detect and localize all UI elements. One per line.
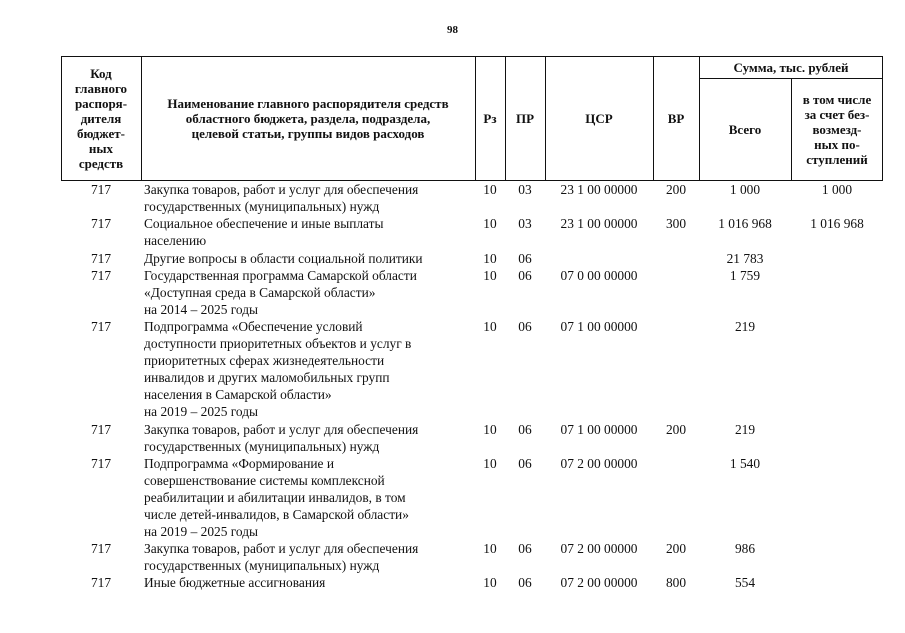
header-vr: ВР [667,110,685,126]
row-name [144,267,474,318]
row-code: 717 [90,456,112,471]
row-name-line: Закупка товаров, работ и услуг для обеспечения [144,541,419,556]
row-name-line: Закупка товаров, работ и услуг для обеспечения [144,422,419,437]
row-code: 717 [90,422,112,437]
table-header [61,56,883,180]
header-name-line: областного бюджета, раздела, подраздела, [185,110,431,126]
row-name [144,250,474,267]
row-vr: 200 [665,541,687,556]
row-total: 1 000 [729,182,761,197]
header-code-line: главного [74,80,128,96]
row-name-line: Другие вопросы в области социальной политики [144,251,423,266]
row-code: 717 [90,268,112,283]
row-pr: 06 [518,541,532,556]
row-name-line: на 2019 – 2025 годы [144,404,259,419]
header-free [791,78,883,180]
row-total: 1 540 [729,456,761,471]
header-pr: ПР [515,110,535,126]
row-rz: 10 [483,182,497,197]
header-free-line: возмезд- [812,121,862,137]
header-code-line: распоря- [74,95,128,111]
row-csr: 07 1 00 00000 [560,422,638,437]
row-total: 219 [734,422,756,437]
header-code-line: Код [90,65,112,81]
row-free: 1 000 [821,182,853,197]
row-name [144,318,474,420]
row-vr: 800 [665,575,687,590]
row-code: 717 [90,251,112,266]
row-pr: 06 [518,456,532,471]
row-name-line: Государственная программа Самарской области [144,268,417,283]
row-rz: 10 [483,216,497,231]
row-name-line: Подпрограмма «Формирование и [144,456,334,471]
row-name-line: Иные бюджетные ассигнования [144,575,326,590]
header-rz: Рз [483,110,497,126]
row-code: 717 [90,319,112,334]
row-code: 717 [90,216,112,231]
header-free-line: в том числе [802,91,872,107]
row-total: 986 [734,541,756,556]
row-name [144,181,474,215]
row-pr: 06 [518,268,532,283]
row-name [144,540,474,574]
row-vr: 300 [665,216,687,231]
row-csr: 23 1 00 00000 [560,182,638,197]
row-rz: 10 [483,422,497,437]
row-total: 554 [734,575,756,590]
row-name-line: населению [144,233,207,248]
row-pr: 03 [518,182,532,197]
row-csr: 07 2 00 00000 [560,456,638,471]
row-name [144,455,474,540]
header-free-line: ступлений [806,151,868,167]
row-pr: 06 [518,251,532,266]
row-pr: 06 [518,319,532,334]
row-name-line: Социальное обеспечение и иные выплаты [144,216,384,231]
row-name-line: государственных (муниципальных) нужд [144,439,380,454]
row-code: 717 [90,575,112,590]
header-code-line: ных [88,140,114,156]
row-name-line: Подпрограмма «Обеспечение условий [144,319,363,334]
header-csr: ЦСР [585,110,613,126]
row-csr: 07 2 00 00000 [560,575,638,590]
header-sum: Сумма, тыс. рублей [733,59,849,75]
row-free: 1 016 968 [810,216,864,231]
row-rz: 10 [483,456,497,471]
row-name-line: населения в Самарской области» [144,387,332,402]
row-name-line: государственных (муниципальных) нужд [144,199,380,214]
row-csr: 07 2 00 00000 [560,541,638,556]
row-name [144,421,474,455]
row-name-line: «Доступная среда в Самарской области» [144,285,376,300]
header-code-line: дителя [80,110,122,126]
row-name-line: приоритетных сферах жизнедеятельности [144,353,385,368]
header-code-line: бюджет- [76,125,125,141]
row-name-line: доступности приоритетных объектов и услуг в [144,336,412,351]
header-name-line: Наименование главного распорядителя средств [167,95,449,111]
row-name-line: совершенствование системы комплексной [144,473,385,488]
row-rz: 10 [483,268,497,283]
row-total: 1 016 968 [718,216,772,231]
header-name-line: целевой статьи, группы видов расходов [191,125,425,141]
row-csr: 23 1 00 00000 [560,216,638,231]
row-vr: 200 [665,182,687,197]
row-total: 219 [734,319,756,334]
row-csr: 07 1 00 00000 [560,319,638,334]
row-total: 21 783 [726,251,764,266]
row-rz: 10 [483,319,497,334]
row-code: 717 [90,182,112,197]
header-free-line: ных по- [814,136,860,152]
row-code: 717 [90,541,112,556]
row-pr: 03 [518,216,532,231]
row-name-line: на 2019 – 2025 годы [144,524,259,539]
row-name [144,574,474,591]
row-rz: 10 [483,541,497,556]
row-name-line: государственных (муниципальных) нужд [144,558,380,573]
header-name [141,56,475,180]
row-name-line: числе детей-инвалидов, в Самарской области» [144,507,409,522]
header-code-line: средств [78,155,124,171]
row-pr: 06 [518,575,532,590]
row-rz: 10 [483,251,497,266]
row-name-line: на 2014 – 2025 годы [144,302,259,317]
header-code [61,56,141,180]
header-free-line: за счет без- [804,106,870,122]
row-name-line: инвалидов и других маломобильных групп [144,370,390,385]
page-number: 98 [447,24,458,36]
row-vr: 200 [665,422,687,437]
row-name [144,215,474,249]
row-name-line: Закупка товаров, работ и услуг для обеспечения [144,182,419,197]
header-total: Всего [728,121,762,137]
row-name-line: реабилитации и абилитации инвалидов, в том [144,490,406,505]
row-total: 1 759 [729,268,761,283]
row-pr: 06 [518,422,532,437]
row-rz: 10 [483,575,497,590]
row-csr: 07 0 00 00000 [560,268,638,283]
